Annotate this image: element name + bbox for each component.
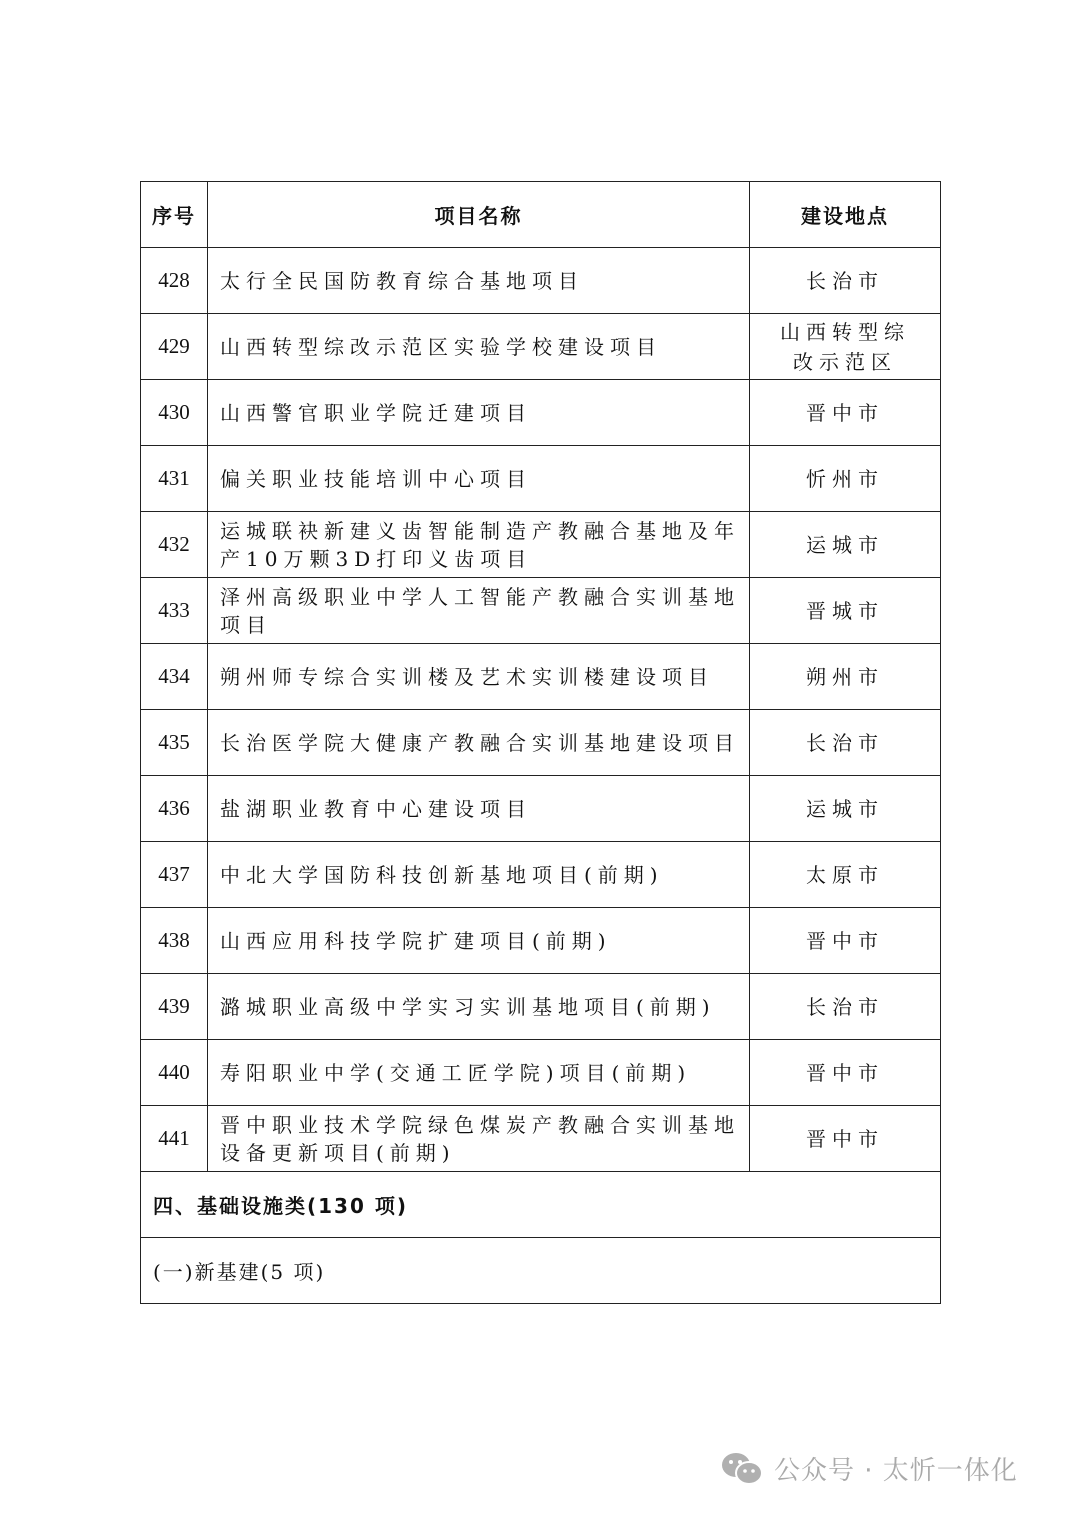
project-name: 中北大学国防科技创新基地项目(前期) — [208, 842, 750, 908]
header-location: 建设地点 — [750, 182, 941, 248]
subsection-title: (一)新基建(5 项) — [141, 1238, 941, 1304]
table-row — [141, 776, 941, 842]
table-row — [141, 446, 941, 512]
table-row — [141, 842, 941, 908]
row-number: 440 — [141, 1040, 208, 1106]
project-name: 朔州师专综合实训楼及艺术实训楼建设项目 — [208, 644, 750, 710]
row-number: 429 — [141, 314, 208, 380]
table-row — [141, 578, 941, 644]
project-name: 盐湖职业教育中心建设项目 — [208, 776, 750, 842]
row-number: 434 — [141, 644, 208, 710]
subsection-row — [141, 1238, 941, 1304]
row-number: 431 — [141, 446, 208, 512]
row-number: 430 — [141, 380, 208, 446]
location: 运城市 — [750, 776, 941, 842]
row-number: 441 — [141, 1106, 208, 1172]
project-name: 山西应用科技学院扩建项目(前期) — [208, 908, 750, 974]
location: 忻州市 — [750, 446, 941, 512]
table-row — [141, 314, 941, 380]
row-number: 436 — [141, 776, 208, 842]
location: 朔州市 — [750, 644, 941, 710]
row-number: 433 — [141, 578, 208, 644]
section-row — [141, 1172, 941, 1238]
location: 太原市 — [750, 842, 941, 908]
table-row — [141, 1040, 941, 1106]
wechat-icon — [720, 1451, 764, 1487]
location: 运城市 — [750, 512, 941, 578]
row-number: 438 — [141, 908, 208, 974]
location: 长治市 — [750, 710, 941, 776]
watermark-text: 公众号 · 太忻一体化 — [774, 1456, 1018, 1486]
table-row — [141, 248, 941, 314]
row-number: 428 — [141, 248, 208, 314]
header-name: 项目名称 — [208, 182, 750, 248]
project-name: 偏关职业技能培训中心项目 — [208, 446, 750, 512]
header-no: 序号 — [141, 182, 208, 248]
row-number: 432 — [141, 512, 208, 578]
table-row — [141, 512, 941, 578]
location: 晋中市 — [750, 1106, 941, 1172]
table-header-row — [141, 182, 941, 248]
section-title: 四、基础设施类(130 项) — [141, 1172, 941, 1238]
table-row — [141, 380, 941, 446]
project-name: 潞城职业高级中学实习实训基地项目(前期) — [208, 974, 750, 1040]
location: 晋中市 — [750, 908, 941, 974]
table-row — [141, 644, 941, 710]
project-name: 长治医学院大健康产教融合实训基地建设项目 — [208, 710, 750, 776]
location: 山西转型综改示范区 — [750, 314, 941, 380]
location: 晋城市 — [750, 578, 941, 644]
table-row — [141, 908, 941, 974]
location: 长治市 — [750, 974, 941, 1040]
row-number: 437 — [141, 842, 208, 908]
project-name: 山西转型综改示范区实验学校建设项目 — [208, 314, 750, 380]
location: 晋中市 — [750, 1040, 941, 1106]
table-row — [141, 710, 941, 776]
row-number: 439 — [141, 974, 208, 1040]
location: 晋中市 — [750, 380, 941, 446]
table-row — [141, 974, 941, 1040]
project-name: 运城联袂新建义齿智能制造产教融合基地及年产10万颗3D打印义齿项目 — [208, 512, 750, 578]
table-row — [141, 1106, 941, 1172]
project-name: 寿阳职业中学(交通工匠学院)项目(前期) — [208, 1040, 750, 1106]
project-table — [140, 181, 941, 1304]
project-name: 太行全民国防教育综合基地项目 — [208, 248, 750, 314]
location: 长治市 — [750, 248, 941, 314]
watermark — [720, 1450, 1018, 1487]
project-name: 山西警官职业学院迁建项目 — [208, 380, 750, 446]
project-name: 晋中职业技术学院绿色煤炭产教融合实训基地设备更新项目(前期) — [208, 1106, 750, 1172]
project-name: 泽州高级职业中学人工智能产教融合实训基地项目 — [208, 578, 750, 644]
row-number: 435 — [141, 710, 208, 776]
